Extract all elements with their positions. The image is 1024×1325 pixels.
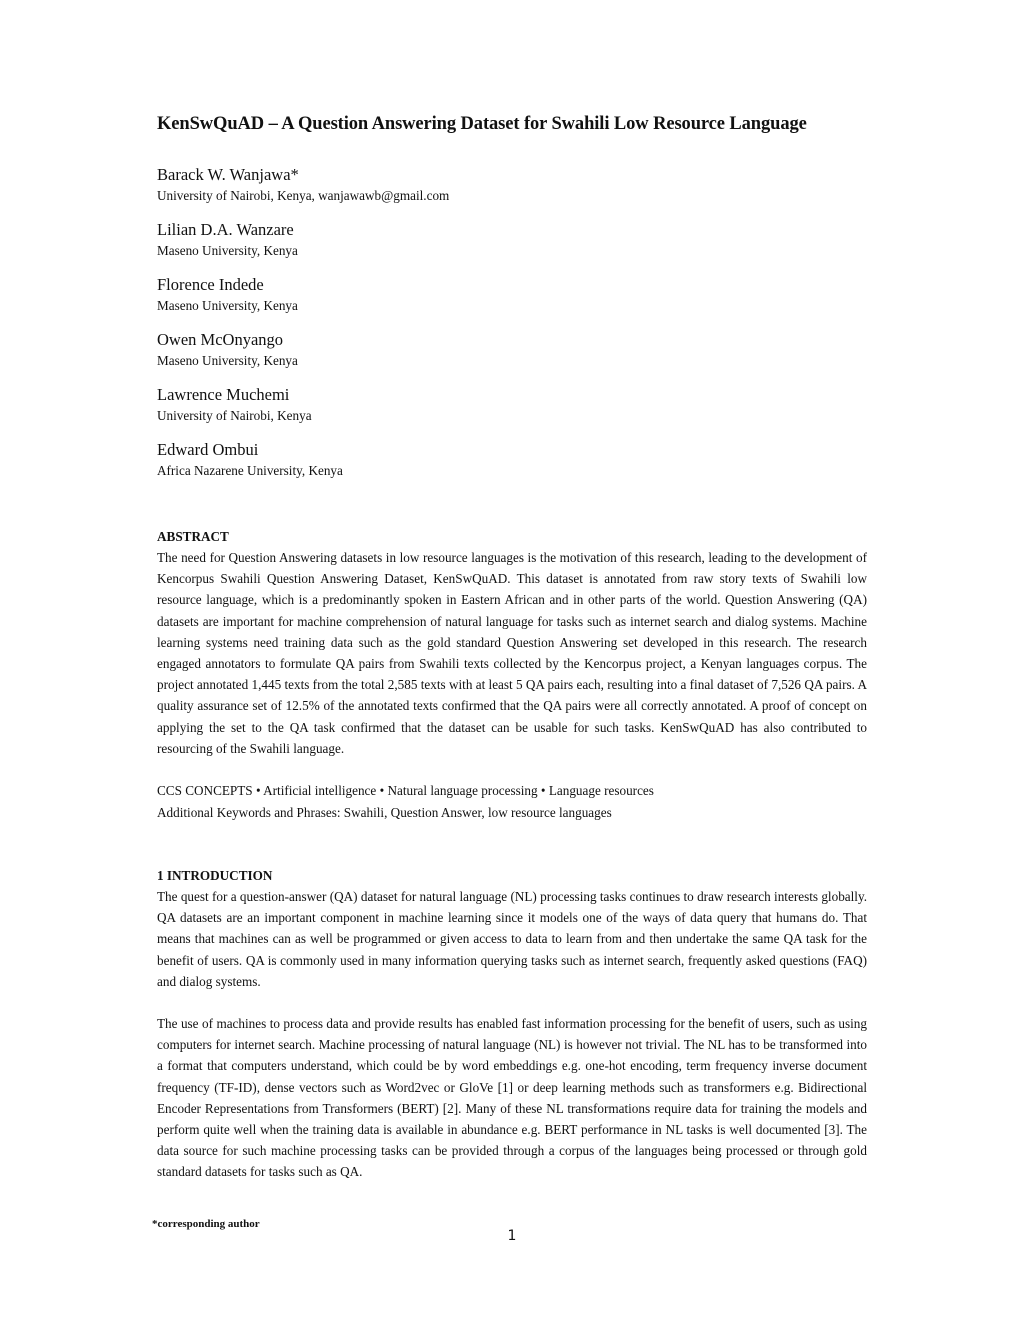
author-affiliation: Maseno University, Kenya [157, 298, 298, 313]
author-name: Florence Indede [157, 275, 264, 294]
author-block [157, 440, 657, 495]
author-block [157, 275, 657, 330]
introduction-paragraph: The quest for a question-answer (QA) dataset for natural language (NL) processing tasks continues to draw research interests globally. QA datasets are an important component in machine learning since it models one of the ways of data query that humans do. That means that machines can as well be programmed or given access to data to learn from and then undertake the same QA task for the benefit of users. QA is commonly used in many information querying tasks such as internet search, frequently asked questions (FAQ) and dialog systems. [157, 889, 867, 989]
abstract-heading: ABSTRACT [157, 529, 229, 544]
abstract-section [157, 526, 867, 759]
introduction-paragraph: The use of machines to process data and provide results has enabled fast information processing for the benefit of users, such as using computers for internet search. Machine processing of natural language (NL) is however not trivial. The NL has to be transformed into a format that computers understand, which could be by word embeddings e.g. one-hot encoding, term frequency inverse document frequency (TF-ID), dense vectors such as Word2vec or GloVe [1] or deep learning methods such as transformers e.g. Bidirectional Encoder Representations from Transformers (BERT) [2]. Many of these NL transformations require data for training the models and perform quite well when the training data is available in abundance e.g. BERT performance in NL tasks is well documented [3]. The data source for such machine processing tasks can be provided through a corpus of the languages being processed or through gold standard datasets for tasks such as QA. [157, 1016, 867, 1180]
author-affiliation: Maseno University, Kenya [157, 353, 298, 368]
footnote: *corresponding author [152, 1218, 260, 1230]
author-name: Lawrence Muchemi [157, 385, 290, 404]
introduction-section [157, 865, 867, 1204]
author-name: Edward Ombui [157, 440, 259, 459]
author-affiliation: Africa Nazarene University, Kenya [157, 463, 343, 478]
introduction-heading: 1 INTRODUCTION [157, 868, 273, 883]
paper-title: KenSwQuAD – A Question Answering Dataset for Swahili Low Resource Language [157, 114, 807, 134]
author-block [157, 165, 657, 220]
abstract-text: The need for Question Answering datasets in low resource languages is the motivation of this research, leading to the development of Kencorpus Swahili Question Answering Dataset, KenSwQuAD. This dataset is annotated from raw story texts of Swahili low resource language, which is a predominantly spoken in Eastern African and in other parts of the world. Question Answering (QA) datasets are important for machine comprehension of natural language for tasks such as internet search and dialog systems. Machine learning systems need training data such as the gold standard Question Answering set developed in this research. The research engaged annotators to formulate QA pairs from Swahili texts collected by the Kencorpus project, a Kenyan languages corpus. The project annotated 1,445 texts from the total 2,585 texts with at least 5 QA pairs each, resulting into a final dataset of 7,526 QA pairs. A quality assurance set of 12.5% of the annotated texts confirmed that the QA pairs were all correctly annotated. A proof of concept on applying the set to the QA task confirmed that the dataset can be usable for such tasks. KenSwQuAD has also contributed to resourcing of the Swahili language. [157, 550, 867, 756]
author-name: Lilian D.A. Wanzare [157, 220, 294, 239]
author-list [157, 165, 657, 495]
author-affiliation: University of Nairobi, Kenya [157, 408, 312, 423]
author-affiliation: Maseno University, Kenya [157, 243, 298, 258]
author-block [157, 330, 657, 385]
author-name: Owen McOnyango [157, 330, 284, 349]
author-name: Barack W. Wanjawa* [157, 165, 299, 184]
additional-keywords: Additional Keywords and Phrases: Swahili, Question Answer, low resource languages [157, 804, 612, 820]
author-affiliation: University of Nairobi, Kenya, wanjawawb@gmail.com [157, 188, 450, 203]
author-block [157, 220, 657, 275]
page-number: 1 [507, 1228, 517, 1244]
ccs-concepts: CCS CONCEPTS • Artificial intelligence • Natural language processing • Language resources [157, 783, 654, 798]
keywords-section [157, 780, 867, 823]
author-block [157, 385, 657, 440]
